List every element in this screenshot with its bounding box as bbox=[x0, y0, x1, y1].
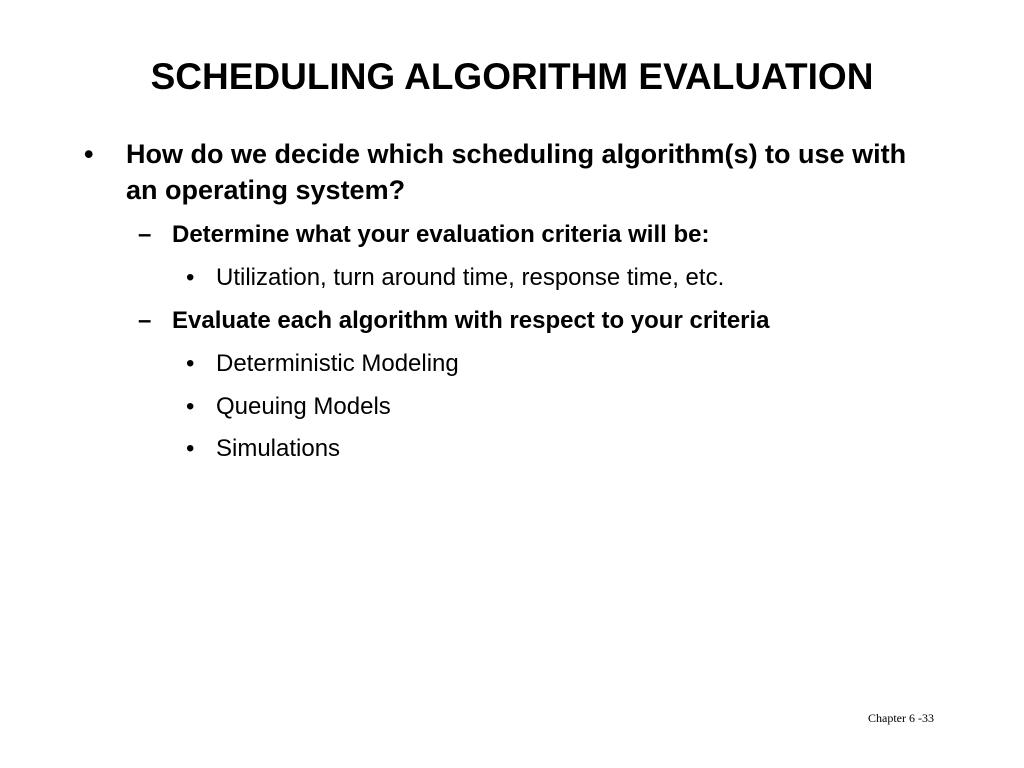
method-item-queuing bbox=[186, 391, 946, 423]
sub-bullet-evaluate-text: Evaluate each algorithm with respect to your criteria bbox=[172, 307, 770, 334]
bullet-marker: • bbox=[186, 264, 195, 291]
criteria-item bbox=[186, 262, 946, 294]
bullet-marker: • bbox=[84, 139, 94, 169]
method-item-text: Simulations bbox=[216, 435, 341, 462]
criteria-item-text: Utilization, turn around time, response time, etc. bbox=[216, 264, 725, 291]
method-item-simulations bbox=[186, 433, 946, 465]
sub-bullet-criteria-text: Determine what your evaluation criteria will be: bbox=[172, 221, 710, 248]
method-item-deterministic bbox=[186, 348, 946, 380]
method-item-text: Queuing Models bbox=[216, 393, 391, 420]
slide-footer-page-number: Chapter 6 -33 bbox=[868, 711, 934, 725]
sub-bullet-criteria bbox=[138, 219, 938, 251]
dash-marker: – bbox=[138, 307, 152, 334]
slide-title: SCHEDULING ALGORITHM EVALUATION bbox=[150, 56, 874, 97]
main-bullet-text: How do we decide which scheduling algorithm(s) to use with an operating system? bbox=[126, 139, 907, 205]
dash-marker: – bbox=[138, 221, 152, 248]
sub-bullet-evaluate bbox=[138, 305, 938, 337]
main-bullet bbox=[80, 136, 920, 208]
bullet-marker: • bbox=[186, 350, 195, 377]
bullet-marker: • bbox=[186, 435, 195, 462]
bullet-marker: • bbox=[186, 393, 195, 420]
method-item-text: Deterministic Modeling bbox=[216, 350, 459, 377]
